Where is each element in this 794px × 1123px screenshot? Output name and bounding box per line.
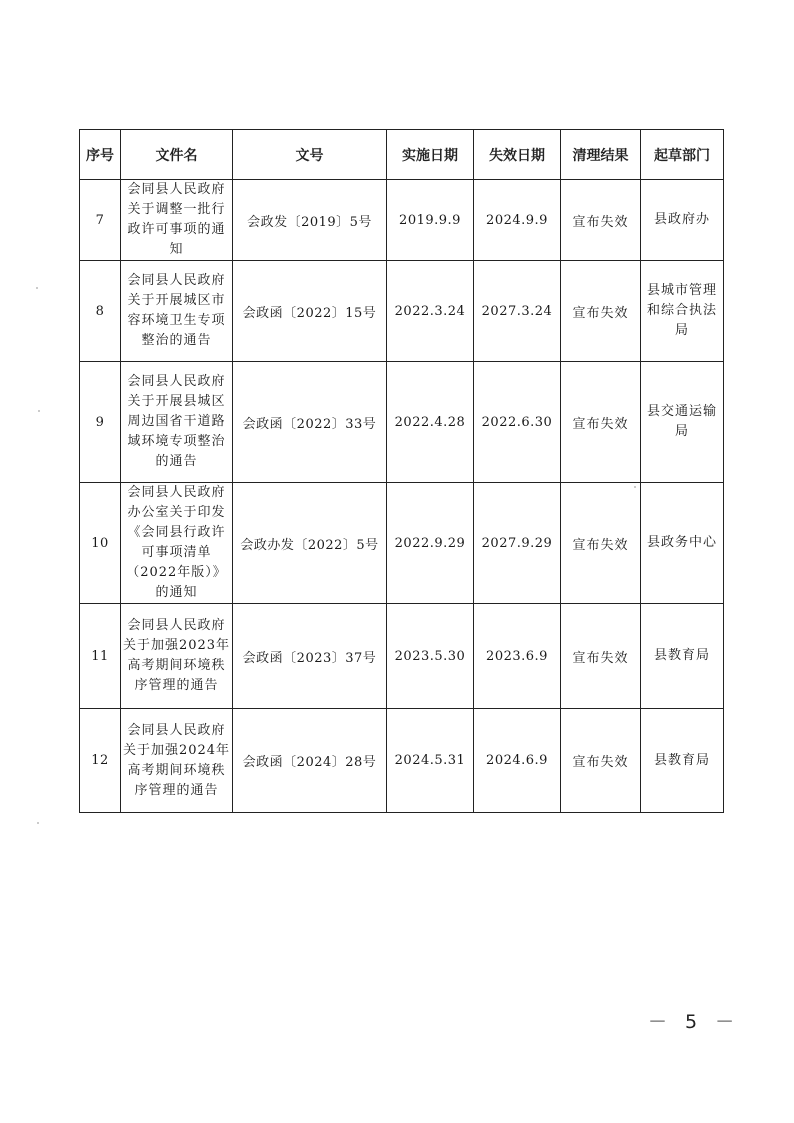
row-result: 宣布失效 [561, 483, 641, 604]
row-doc-no: 会政函〔2023〕37号 [233, 604, 387, 709]
row-name: 会同县人民政府关于加强2023年高考期间环境秩序管理的通告 [121, 604, 233, 709]
row-no: 10 [80, 483, 121, 604]
scan-speck [37, 822, 39, 824]
row-name: 会同县人民政府关于加强2024年高考期间环境秩序管理的通告 [121, 709, 233, 813]
header-end-date: 失效日期 [474, 130, 561, 180]
table-row [80, 180, 724, 261]
header-dept: 起草部门 [641, 130, 724, 180]
row-doc-no: 会政函〔2022〕33号 [233, 362, 387, 483]
row-dept: 县交通运输局 [641, 362, 724, 483]
row-start-date: 2019.9.9 [387, 180, 474, 261]
row-end-date: 2023.6.9 [474, 604, 561, 709]
row-end-date: 2027.9.29 [474, 483, 561, 604]
row-no: 8 [80, 261, 121, 362]
row-start-date: 2022.9.29 [387, 483, 474, 604]
row-dept: 县政府办 [641, 180, 724, 261]
row-dept: 县城市管理和综合执法局 [641, 261, 724, 362]
row-doc-no: 会政发〔2019〕5号 [233, 180, 387, 261]
header-result: 清理结果 [561, 130, 641, 180]
row-doc-no: 会政函〔2024〕28号 [233, 709, 387, 813]
table-row [80, 483, 724, 604]
row-start-date: 2023.5.30 [387, 604, 474, 709]
row-end-date: 2024.9.9 [474, 180, 561, 261]
row-no: 7 [80, 180, 121, 261]
row-result: 宣布失效 [561, 362, 641, 483]
row-end-date: 2027.3.24 [474, 261, 561, 362]
header-start-date: 实施日期 [387, 130, 474, 180]
table-row [80, 709, 724, 813]
scan-speck [634, 486, 636, 488]
row-end-date: 2024.6.9 [474, 709, 561, 813]
row-doc-no: 会政办发〔2022〕5号 [233, 483, 387, 604]
row-dept: 县教育局 [641, 604, 724, 709]
row-result: 宣布失效 [561, 180, 641, 261]
page-number: － 5 － [648, 1011, 741, 1033]
row-name: 会同县人民政府关于开展县城区周边国省干道路域环境专项整治的通告 [121, 362, 233, 483]
row-name: 会同县人民政府办公室关于印发《会同县行政许可事项清单（2022年版）》的通知 [121, 483, 233, 604]
table-row [80, 261, 724, 362]
header-name: 文件名 [121, 130, 233, 180]
row-dept: 县政务中心 [641, 483, 724, 604]
header-doc-no: 文号 [233, 130, 387, 180]
row-dept: 县教育局 [641, 709, 724, 813]
row-no: 11 [80, 604, 121, 709]
row-result: 宣布失效 [561, 261, 641, 362]
scan-speck [36, 287, 38, 289]
row-result: 宣布失效 [561, 709, 641, 813]
document-table [79, 129, 724, 813]
row-start-date: 2022.4.28 [387, 362, 474, 483]
table-row [80, 604, 724, 709]
row-start-date: 2024.5.31 [387, 709, 474, 813]
header-no: 序号 [80, 130, 121, 180]
row-no: 12 [80, 709, 121, 813]
row-name: 会同县人民政府关于调整一批行政许可事项的通知 [121, 180, 233, 261]
table-header-row [80, 130, 724, 180]
row-name: 会同县人民政府关于开展城区市容环境卫生专项整治的通告 [121, 261, 233, 362]
table-row [80, 362, 724, 483]
row-result: 宣布失效 [561, 604, 641, 709]
scan-speck [38, 410, 40, 412]
row-no: 9 [80, 362, 121, 483]
row-doc-no: 会政函〔2022〕15号 [233, 261, 387, 362]
row-end-date: 2022.6.30 [474, 362, 561, 483]
row-start-date: 2022.3.24 [387, 261, 474, 362]
